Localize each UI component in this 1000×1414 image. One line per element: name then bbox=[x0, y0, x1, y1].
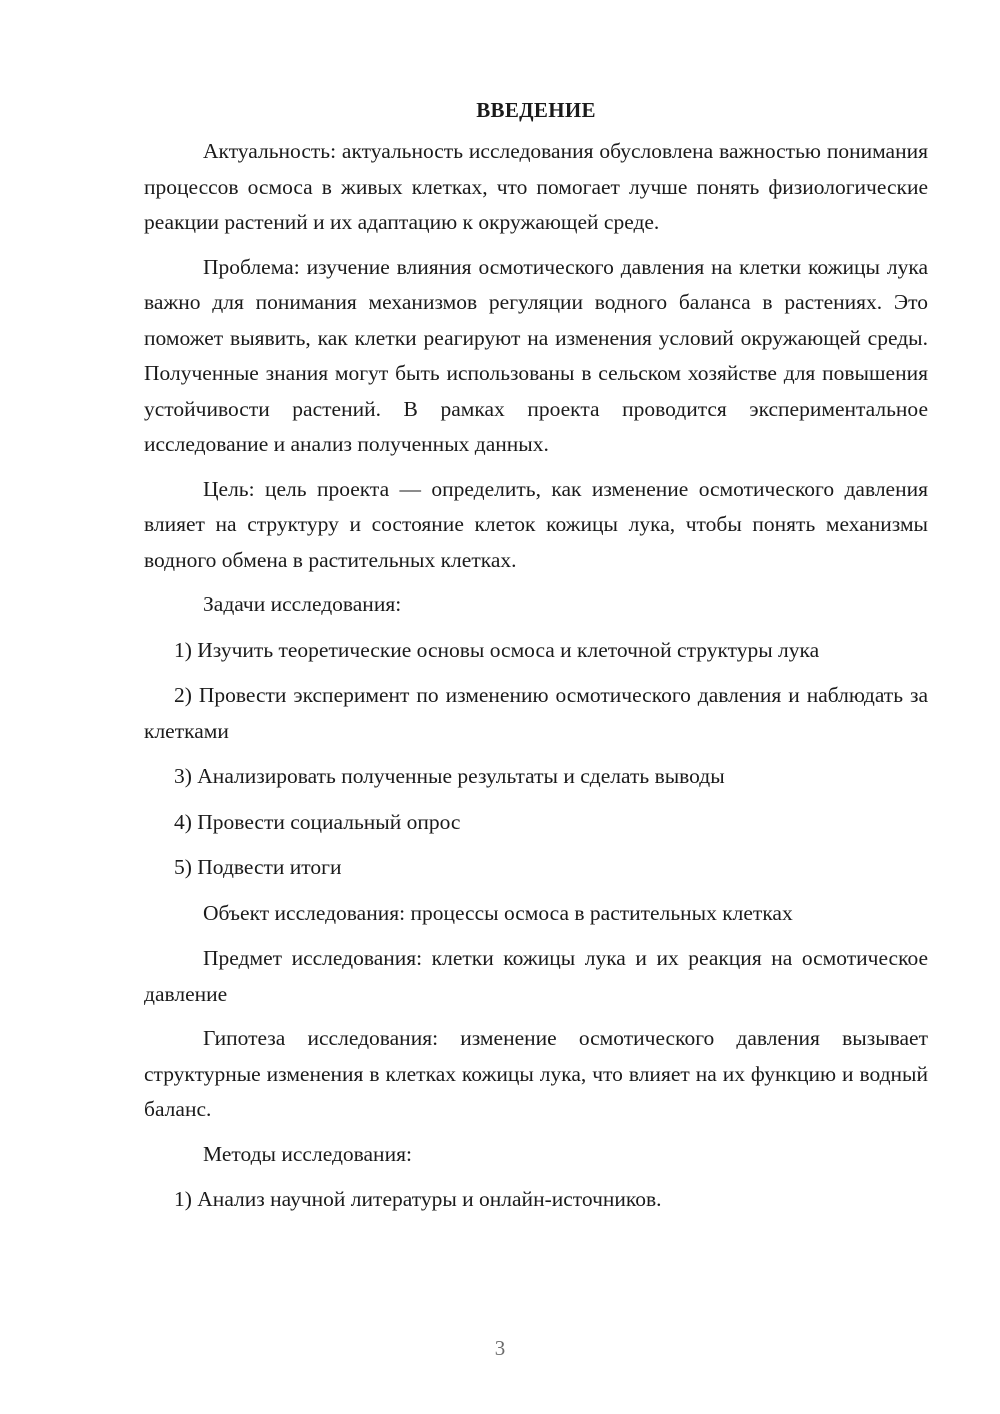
task-item-3: 3) Анализировать полученные результаты и сделать выводы bbox=[174, 764, 725, 788]
method-item-1: 1) Анализ научной литературы и онлайн-источников. bbox=[174, 1187, 662, 1211]
document-page bbox=[144, 92, 928, 1228]
paragraph-object: Объект исследования: процессы осмоса в растительных клетках bbox=[203, 900, 793, 925]
section-title: ВВЕДЕНИЕ bbox=[476, 98, 596, 122]
paragraph-relevance: Актуальность: актуальность исследования обусловлена важностью понимания процессов осмоса в живых клетках, что помогает лучше понять физиологические реакции растений и их адаптацию к окружающей среде. bbox=[144, 139, 928, 234]
task-item-2: 2) Провести эксперимент по изменению осмотического давления и наблюдать за клетками bbox=[144, 683, 928, 743]
tasks-heading: Задачи исследования: bbox=[203, 592, 402, 616]
task-item-1: 1) Изучить теоретические основы осмоса и клеточной структуры лука bbox=[174, 637, 820, 662]
task-item-4: 4) Провести социальный опрос bbox=[174, 809, 461, 834]
page-number: 3 bbox=[494, 1336, 506, 1360]
paragraph-subject: Предмет исследования: клетки кожицы лука и их реакция на осмотическое давление bbox=[144, 946, 928, 1006]
paragraph-problem: Проблема: изучение влияния осмотического давления на клетки кожицы лука важно для понимания механизмов регуляции водного баланса в растениях. Это поможет выявить, как клетки реагируют на изменения условий окружающей среды. Полученные знания могут быть использованы в сельском хозяйстве для повышения устойчивости растений. В рамках проекта проводится экспериментальное исследование и анализ полученных данных. bbox=[144, 254, 928, 456]
paragraph-goal: Цель: цель проекта — определить, как изменение осмотического давления влияет на структуру и состояние клеток кожицы лука, чтобы понять механизмы водного обмена в растительных клетках. bbox=[144, 476, 928, 572]
paragraph-hypothesis: Гипотеза исследования: изменение осмотического давления вызывает структурные изменения в клетках кожицы лука, что влияет на их функцию и водный баланс. bbox=[144, 1026, 928, 1121]
task-item-5: 5) Подвести итоги bbox=[174, 855, 342, 879]
methods-heading: Методы исследования: bbox=[203, 1141, 412, 1166]
